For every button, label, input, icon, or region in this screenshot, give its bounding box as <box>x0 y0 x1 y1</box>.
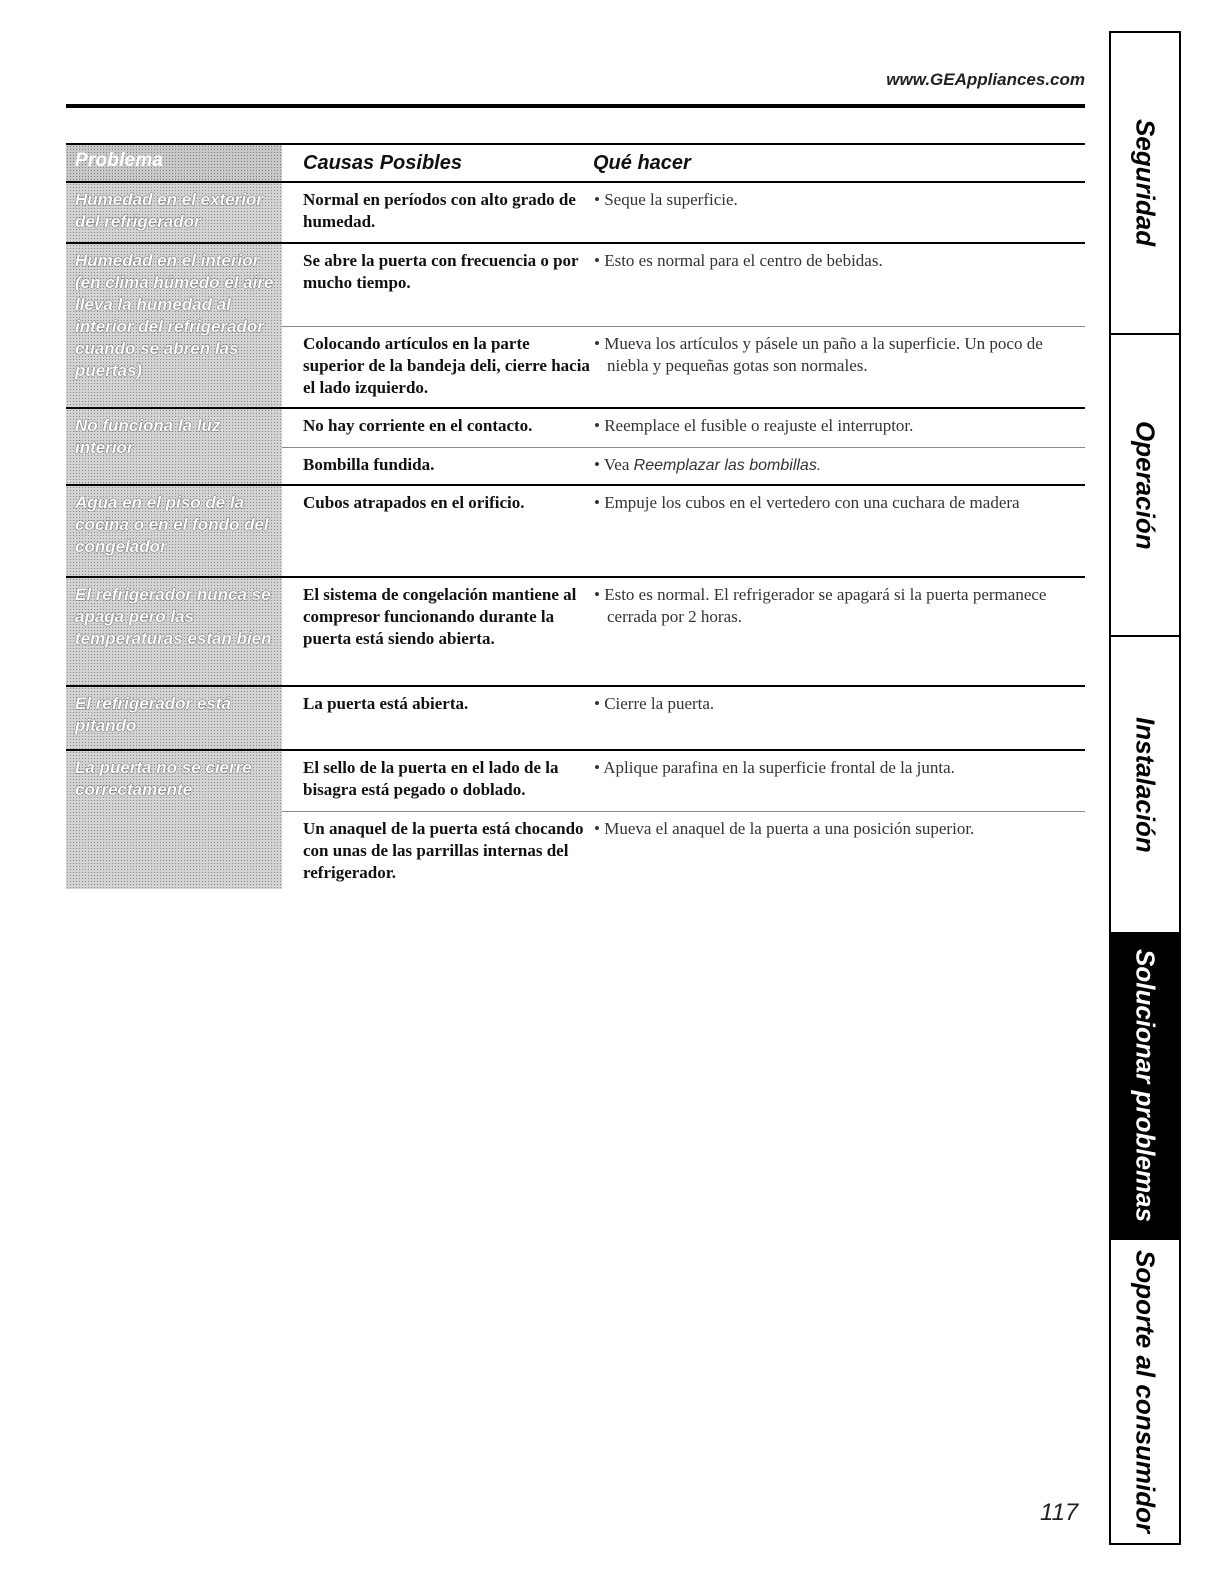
problem-cell: La puerta no se cierre correctamente <box>66 751 282 889</box>
problem-cell: No funciona la luz interior <box>66 409 282 484</box>
table-header <box>66 143 1085 183</box>
website-url: www.GEAppliances.com <box>886 70 1085 89</box>
table-row <box>66 687 1085 751</box>
todo-text: • Cierre la puerta. <box>594 694 715 713</box>
tab-label: Operación <box>1130 420 1161 550</box>
table-row <box>66 244 1085 409</box>
todo-text: • Empuje los cubos en el vertedero con una cuchara de madera <box>594 493 1020 512</box>
problem-cell: Agua en el piso de la cocina o en el fondo del congelador <box>66 486 282 576</box>
cause-item <box>282 244 1085 326</box>
table-row <box>66 578 1085 687</box>
top-rule <box>66 104 1085 108</box>
problem-cell: Humedad en el exterior del refrigerador <box>66 183 282 242</box>
tab-instalacion[interactable] <box>1111 637 1179 934</box>
todo-text: • Esto es normal para el centro de bebidas. <box>594 251 883 270</box>
todo-prefix: • Vea <box>594 455 634 474</box>
cause-item <box>282 326 1085 409</box>
cause-item <box>282 811 1085 894</box>
table-row <box>66 751 1085 889</box>
page-number: 117 <box>1040 1499 1079 1526</box>
tab-label: Soporte al consumidor <box>1130 1249 1161 1534</box>
header-causes: Causas Posibles <box>303 151 462 174</box>
cause-item <box>282 687 1085 725</box>
cause-text: Colocando artículos en la parte superior de la bandeja deli, cierre hacia el lado izquierdo. <box>303 334 590 397</box>
cause-text: Un anaquel de la puerta está chocando con unas de las parrillas internas del refrigerador. <box>303 819 584 882</box>
replace-bulbs-reference: Reemplazar las bombillas. <box>633 457 822 474</box>
cause-item <box>282 447 1085 487</box>
cause-text: El sistema de congelación mantiene al compresor funcionando durante la puerta está siendo abierta. <box>303 585 577 648</box>
troubleshooting-table <box>66 143 1085 889</box>
todo-text: • Aplique parafina en la superficie frontal de la junta. <box>594 758 955 777</box>
tab-seguridad[interactable] <box>1111 33 1179 335</box>
cause-list <box>282 409 1085 484</box>
todo-text: • Reemplace el fusible o reajuste el interruptor. <box>594 416 914 435</box>
table-row <box>66 183 1085 244</box>
problem-cell: El refrigerador está pitando <box>66 687 282 749</box>
cause-list <box>282 751 1085 889</box>
tab-soporte-al-consumidor[interactable] <box>1111 1240 1179 1543</box>
cause-list <box>282 687 1085 749</box>
todo-text: • Seque la superficie. <box>594 190 738 209</box>
cause-item <box>282 409 1085 447</box>
cause-text: Bombilla fundida. <box>303 455 435 474</box>
cause-text: El sello de la puerta en el lado de la bisagra está pegado o doblado. <box>303 758 559 799</box>
cause-item <box>282 751 1085 811</box>
cause-list <box>282 486 1085 576</box>
cause-list <box>282 244 1085 407</box>
tab-solucionar-problemas[interactable] <box>1111 934 1179 1240</box>
table-row <box>66 409 1085 486</box>
todo-text: • Mueva el anaquel de la puerta a una posición superior. <box>594 819 975 838</box>
cause-text: Normal en períodos con alto grado de humedad. <box>303 190 576 231</box>
cause-text: Se abre la puerta con frecuencia o por mucho tiempo. <box>303 251 579 292</box>
cause-item <box>282 578 1085 660</box>
problem-cell: Humedad en el interior (en clima húmedo el aire lleva la humedad al interior del refrigerador cuando se abren las puertas) <box>66 244 282 407</box>
table-row <box>66 486 1085 578</box>
header-what-to-do: Qué hacer <box>593 151 691 174</box>
cause-list <box>282 183 1085 242</box>
tab-operacion[interactable] <box>1111 335 1179 637</box>
cause-text: Cubos atrapados en el orificio. <box>303 493 525 512</box>
cause-text: No hay corriente en el contacto. <box>303 416 533 435</box>
tab-label: Solucionar problemas <box>1130 949 1161 1223</box>
header-problem: Problema <box>66 145 282 181</box>
tab-label: Instalación <box>1130 716 1161 853</box>
problem-cell: El refrigerador nunca se apaga pero las temperaturas están bien <box>66 578 282 685</box>
cause-text: La puerta está abierta. <box>303 694 469 713</box>
tab-label: Seguridad <box>1130 119 1161 247</box>
todo-text: • Esto es normal. El refrigerador se apagará si la puerta permanece cerrada por 2 horas. <box>594 585 1047 626</box>
cause-list <box>282 578 1085 685</box>
todo-text: • Mueva los artículos y pásele un paño a la superficie. Un poco de niebla y pequeñas gotas son normales. <box>594 334 1043 375</box>
cause-item <box>282 486 1085 524</box>
todo-text <box>593 454 1085 477</box>
cause-item <box>282 183 1085 243</box>
section-tabs <box>1109 31 1181 1545</box>
